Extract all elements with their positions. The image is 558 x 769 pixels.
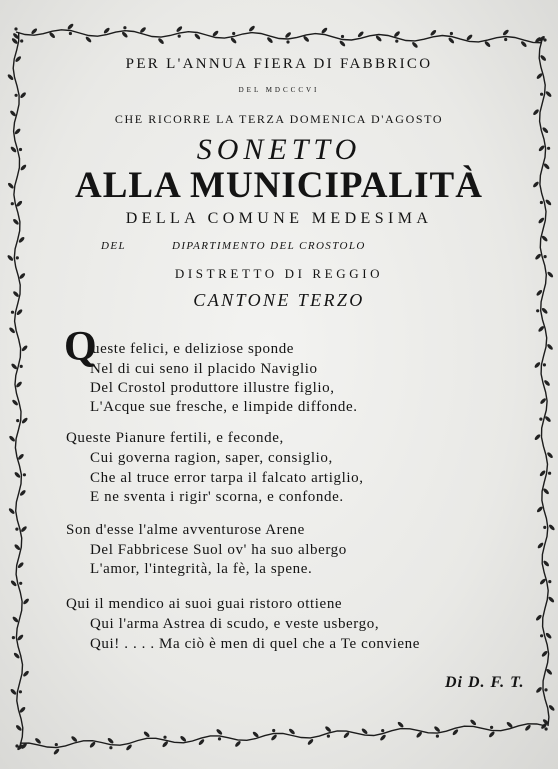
poem-dropcap: Q [64, 324, 97, 370]
title-municipalita: ALLA MUNICIPALITÀ [75, 165, 483, 206]
poem-line: ueste felici, e deliziose sponde [92, 341, 295, 357]
poem-line: L'amor, l'integrità, la fè, la spene. [90, 561, 313, 577]
poem-line: Cui governa ragion, saper, consiglio, [90, 450, 333, 466]
poem-line: Queste Pianure fertili, e feconde, [66, 430, 284, 446]
header-fair-line: PER L'ANNUA FIERA DI FABBRICO [125, 56, 433, 72]
poem-line: Del Crostol produttore illustre figlio, [90, 380, 335, 396]
poem-line: Del Fabbricese Suol ov' ha suo albergo [90, 542, 347, 558]
subtitle-comune: DELLA COMUNE MEDESIMA [125, 210, 433, 227]
author-signature: Di D. F. T. [445, 674, 525, 691]
header-year-line: DEL MDCCCVI [238, 86, 320, 94]
header-date-line: CHE RICORRE LA TERZA DOMENICA D'AGOSTO [114, 112, 444, 126]
poem-line: L'Acque sue fresche, e limpide diffonde. [90, 399, 358, 415]
subtitle-distretto: DISTRETTO DI REGGIO [174, 266, 384, 281]
poem-line: E ne sventa i rigir' scorna, e confonde. [90, 489, 344, 505]
subtitle-dipartimento: DIPARTIMENTO DEL CROSTOLO [172, 240, 366, 252]
subtitle-cantone: CANTONE TERZO [193, 290, 365, 310]
subtitle-dipartimento-prefix: DEL [101, 240, 126, 252]
poem-line: Che al truce error tarpa il falcato artiglio, [90, 470, 364, 486]
poem-line: Nel di cui seno il placido Naviglio [90, 361, 318, 377]
title-sonetto: SONETTO [196, 133, 362, 166]
poem-line: Qui! . . . . Ma ciò è men di quel che a Te conviene [90, 636, 421, 652]
poem-line: Qui l'arma Astrea di scudo, e veste usbergo, [90, 616, 380, 632]
poem-line: Son d'esse l'alme avventurose Arene [66, 522, 305, 538]
poem-line: Qui il mendico ai suoi guai ristoro ottiene [66, 596, 343, 612]
